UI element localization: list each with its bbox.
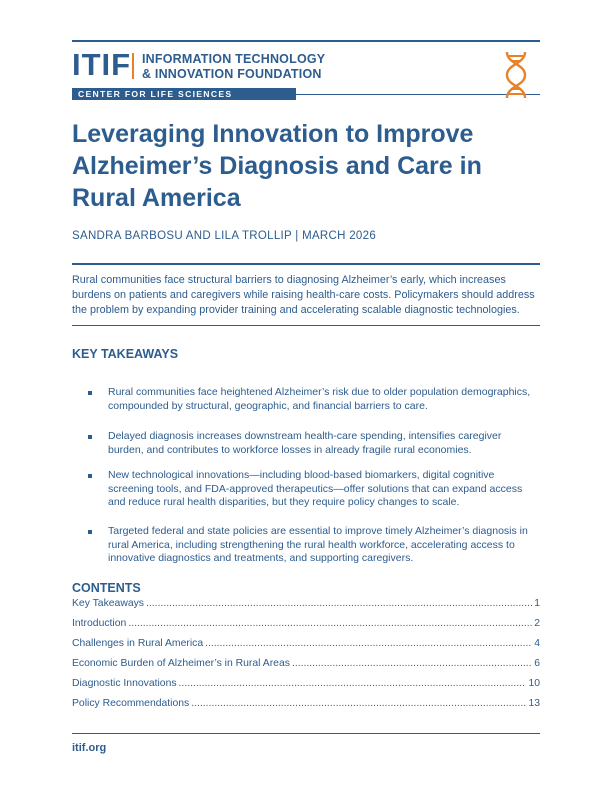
summary-bottom-rule xyxy=(72,325,540,326)
toc-entry-page: 2 xyxy=(534,618,540,629)
takeaway-text: New technological innovations—including blood-based biomarkers, digital cognitive screening tools, and FDA-approved therapeutics—offer solutions that can expand access and reduce rural health disparities, but they require policy changes to scale. xyxy=(108,469,523,508)
takeaway-text: Targeted federal and state policies are essential to improve timely Alzheimer’s diagnosis in rural America, including strengthening the rural health workforce, accelerating access to innovative diagnostics and treatments, and supporting caregivers. xyxy=(108,525,528,564)
toc-leader xyxy=(191,698,526,709)
toc-entry-label: Introduction xyxy=(72,618,127,629)
toc-leader xyxy=(128,618,532,629)
toc-entry-label: Challenges in Rural America xyxy=(72,638,204,649)
toc-entry-diagnostic-innovations[interactable] xyxy=(72,678,540,694)
toc-entry-introduction[interactable] xyxy=(72,618,540,634)
toc-entry-label: Policy Recommendations xyxy=(72,698,190,709)
byline: SANDRA BARBOSU AND LILA TROLLIP | MARCH 2026 xyxy=(72,230,377,242)
report-title: Leveraging Innovation to Improve Alzheimer’s Diagnosis and Care in Rural America xyxy=(72,120,482,212)
toc-leader xyxy=(292,658,532,669)
toc-entry-challenges[interactable] xyxy=(72,638,540,654)
dna-icon xyxy=(503,50,529,100)
toc-entry-policy-recommendations[interactable] xyxy=(72,698,540,714)
toc-entry-page: 1 xyxy=(534,598,540,609)
takeaway-text: Delayed diagnosis increases downstream health-care spending, intensifies caregiver burden, and contributes to workforce losses in already fragile rural economies. xyxy=(108,430,502,456)
key-takeaways-heading: KEY TAKEAWAYS xyxy=(72,347,179,361)
toc-entry-page: 6 xyxy=(534,658,540,669)
logo-divider xyxy=(132,53,134,79)
toc-entry-key-takeaways[interactable] xyxy=(72,598,540,614)
toc-entry-economic-burden[interactable] xyxy=(72,658,540,674)
toc-entry-page: 4 xyxy=(534,638,540,649)
toc-entry-page: 13 xyxy=(528,698,540,709)
bullet-icon xyxy=(88,435,92,439)
contents-heading: CONTENTS xyxy=(72,581,141,595)
toc-entry-label: Economic Burden of Alzheimer’s in Rural Areas xyxy=(72,658,290,669)
itif-logo: ITIF xyxy=(72,47,132,82)
takeaway-text: Rural communities face heightened Alzheimer’s risk due to older population demographics, compounded by structural, geographic, and financial barriers to care. xyxy=(108,386,531,412)
summary-top-rule xyxy=(72,263,540,265)
header-top-rule xyxy=(72,40,540,42)
org-name-line2: & INNOVATION FOUNDATION xyxy=(142,67,322,81)
toc-leader xyxy=(179,678,527,689)
footer-rule xyxy=(72,733,540,734)
toc-entry-label: Key Takeaways xyxy=(72,598,145,609)
toc-leader xyxy=(146,598,532,609)
summary-text: Rural communities face structural barriers to diagnosing Alzheimer’s early, which increases burdens on patients and caregivers while raising health-care costs. Policymakers should address the problem by expanding provider training and accelerating scalable diagnostic technologies. xyxy=(72,274,535,316)
toc-entry-label: Diagnostic Innovations xyxy=(72,678,177,689)
bullet-icon xyxy=(88,391,92,395)
footer-url-link[interactable]: itif.org xyxy=(72,742,107,754)
bullet-icon xyxy=(88,530,92,534)
toc-leader xyxy=(205,638,532,649)
toc-entry-page: 10 xyxy=(528,678,540,689)
org-name-line1: INFORMATION TECHNOLOGY xyxy=(142,52,326,66)
org-name xyxy=(142,52,325,82)
bullet-icon xyxy=(88,474,92,478)
center-name-banner: CENTER FOR LIFE SCIENCES INNOVATION xyxy=(72,88,296,100)
